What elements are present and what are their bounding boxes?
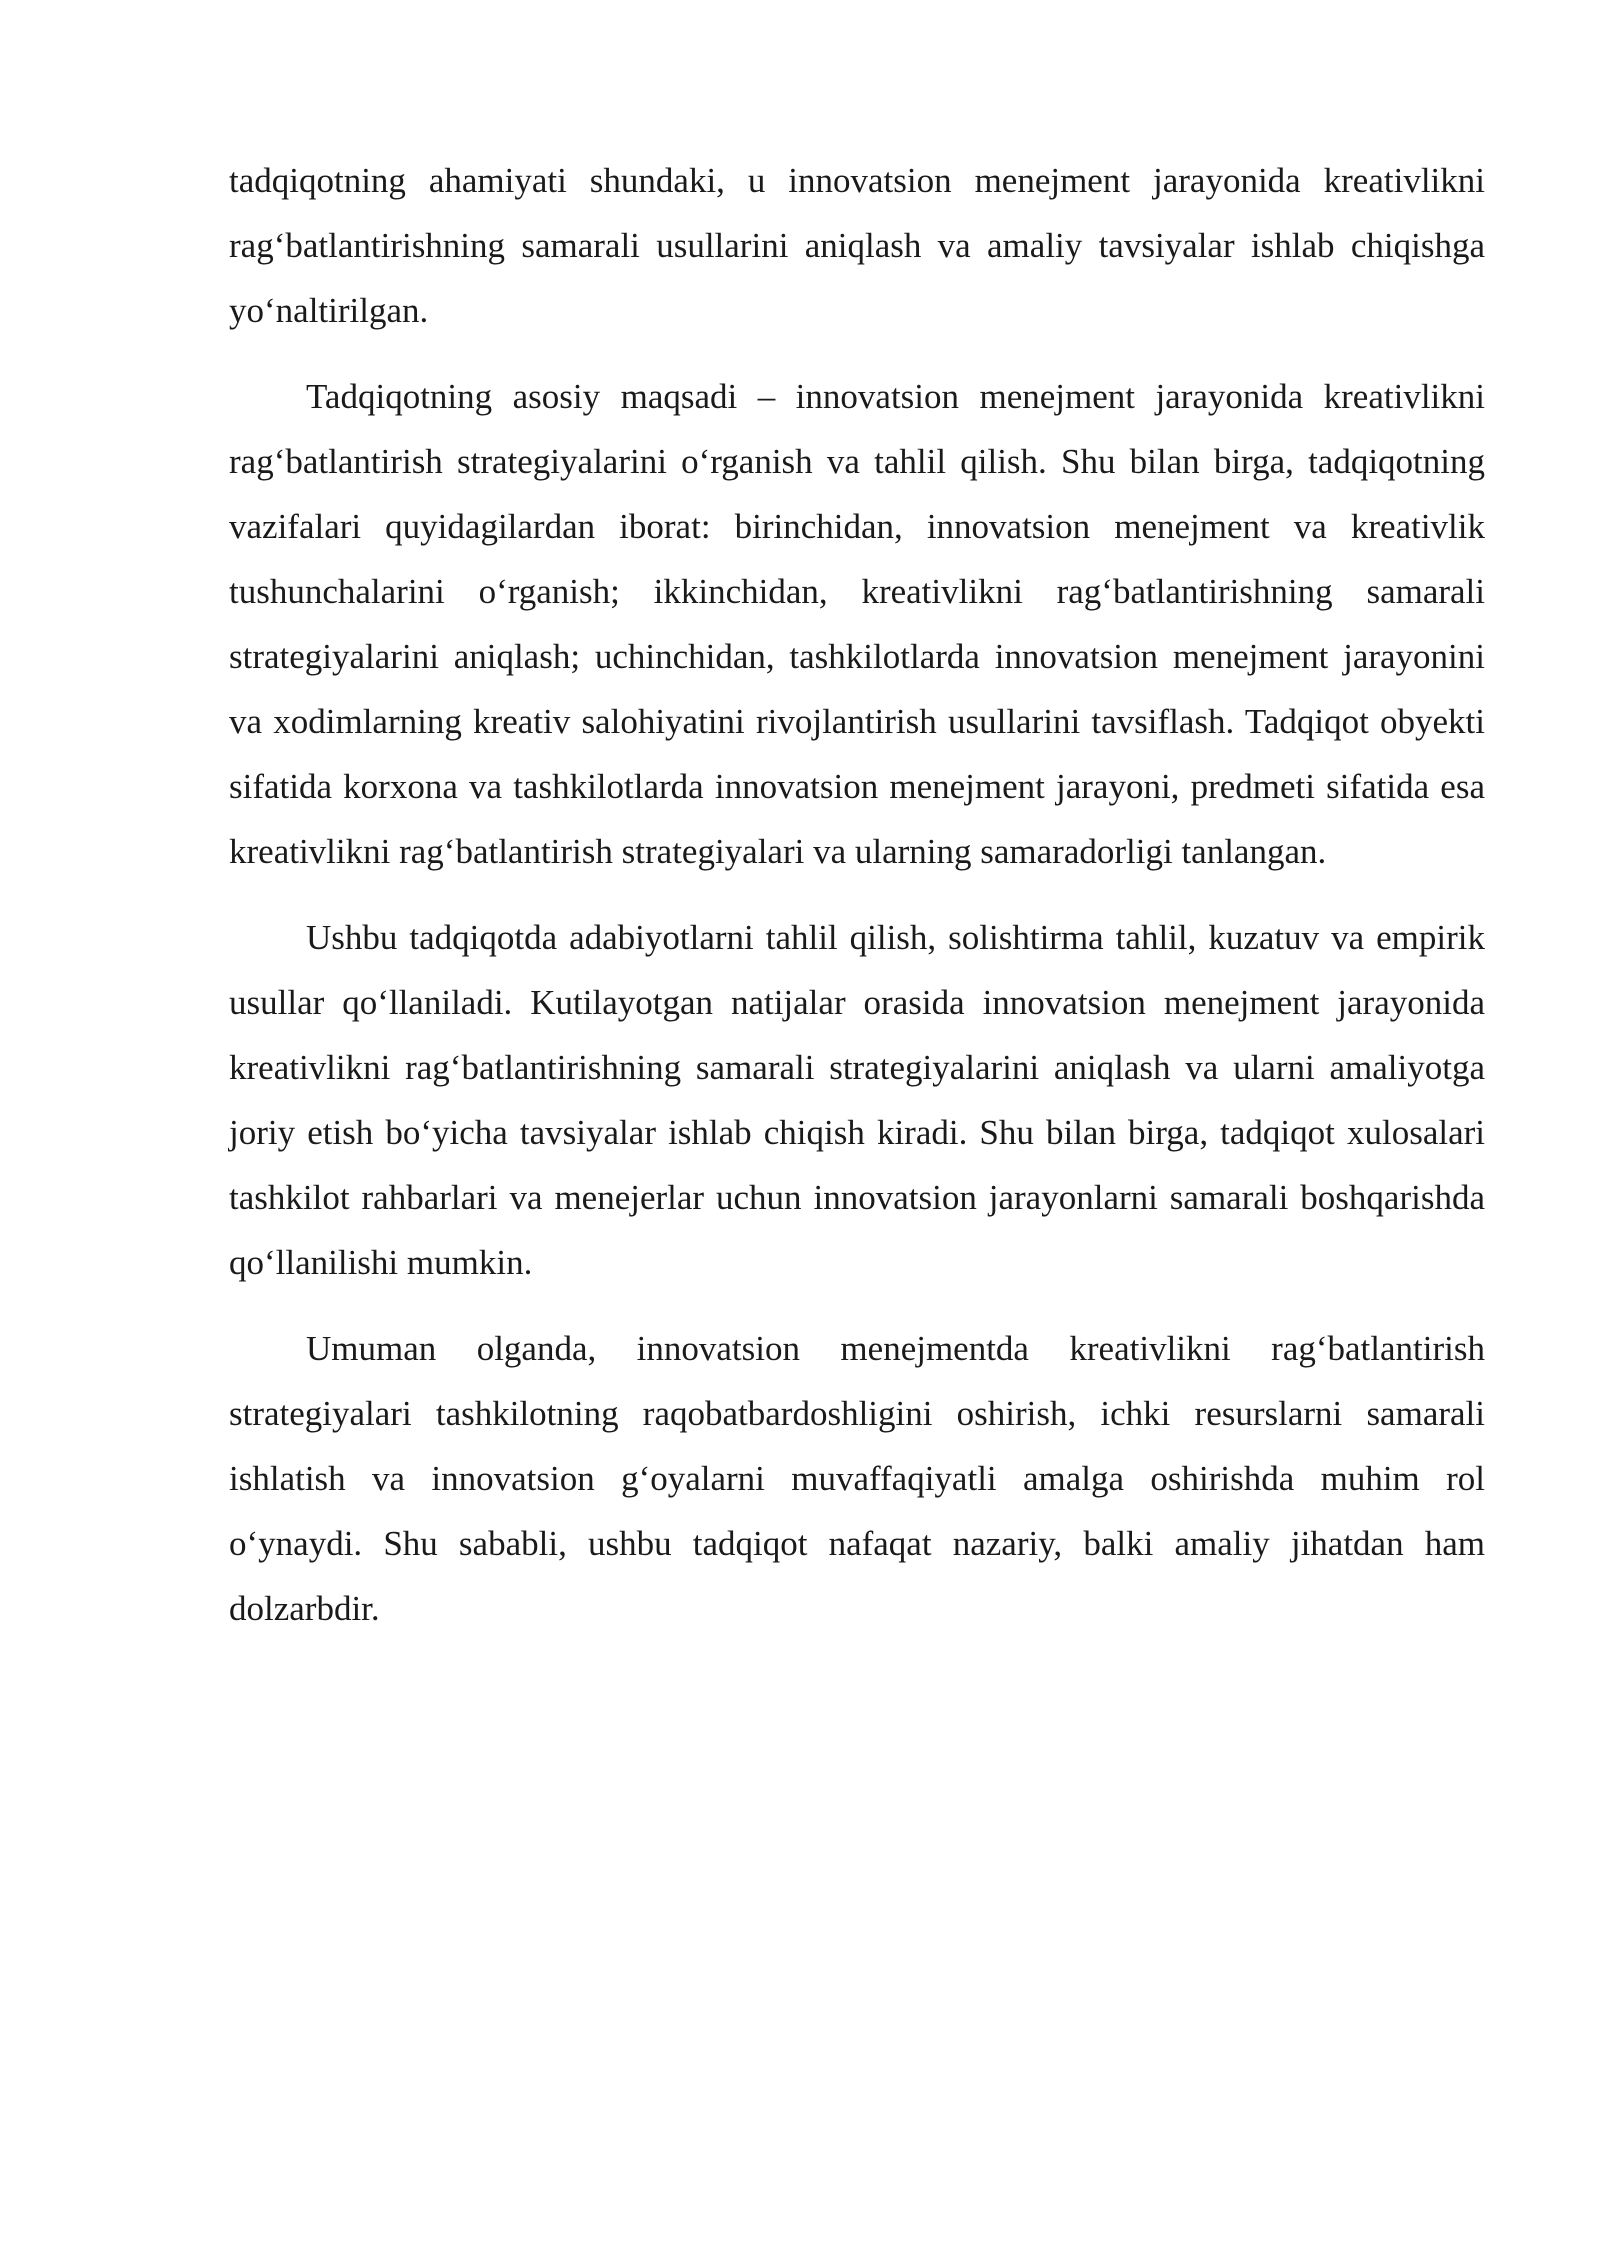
paragraph-methods: Ushbu tadqiqotda adabiyotlarni tahlil qilish, solishtirma tahlil, kuzatuv va empirik usullar qo‘llaniladi. Kutilayotgan natijalar orasida innovatsion menejment jarayonida kreativlikni rag‘batlantirishning samarali strategiyalarini aniqlash va ularni amaliyotga joriy etish bo‘yicha tavsiyalar ishlab chiqish kiradi. Shu bilan birga, tadqiqot xulosalari tashkilot rahbarlari va menejerlar uchun innovatsion jarayonlarni samarali boshqarishda qo‘llanilishi mumkin. (229, 918, 1485, 1282)
paragraph-goals: Tadqiqotning asosiy maqsadi – innovatsion menejment jarayonida kreativlikni rag‘batlantirish strategiyalarini o‘rganish va tahlil qilish. Shu bilan birga, tadqiqotning vazifalari quyidagilardan iborat: birinchidan, innovatsion menejment va kreativlik tushunchalarini o‘rganish; ikkinchidan, kreativlikni rag‘batlantirishning samarali strategiyalarini aniqlash; uchinchidan, tashkilotlarda innovatsion menejment jarayonini va xodimlarning kreativ salohiyatini rivojlantirish usullarini tavsiflash. Tadqiqot obyekti sifatida korxona va tashkilotlarda innovatsion menejment jarayoni, predmeti sifatida esa kreativlikni rag‘batlantirish strategiyalari va ularning samaradorligi tanlangan. (229, 377, 1485, 871)
paragraph-conclusion: Umuman olganda, innovatsion menejmentda kreativlikni rag‘batlantirish strategiyalari tashkilotning raqobatbardoshligini oshirish, ichki resurslarni samarali ishlatish va innovatsion g‘oyalarni muvaffaqiyatli amalga oshirishda muhim rol o‘ynaydi. Shu sababli, ushbu tadqiqot nafaqat nazariy, balki amaliy jihatdan ham dolzarbdir. (229, 1329, 1485, 1628)
paragraph-continuation: tadqiqotning ahamiyati shundaki, u innovatsion menejment jarayonida kreativlikni rag‘batlantirishning samarali usullarini aniqlash va amaliy tavsiyalar ishlab chiqishga yo‘naltirilgan. (229, 161, 1485, 330)
body-text (229, 148, 1485, 1662)
